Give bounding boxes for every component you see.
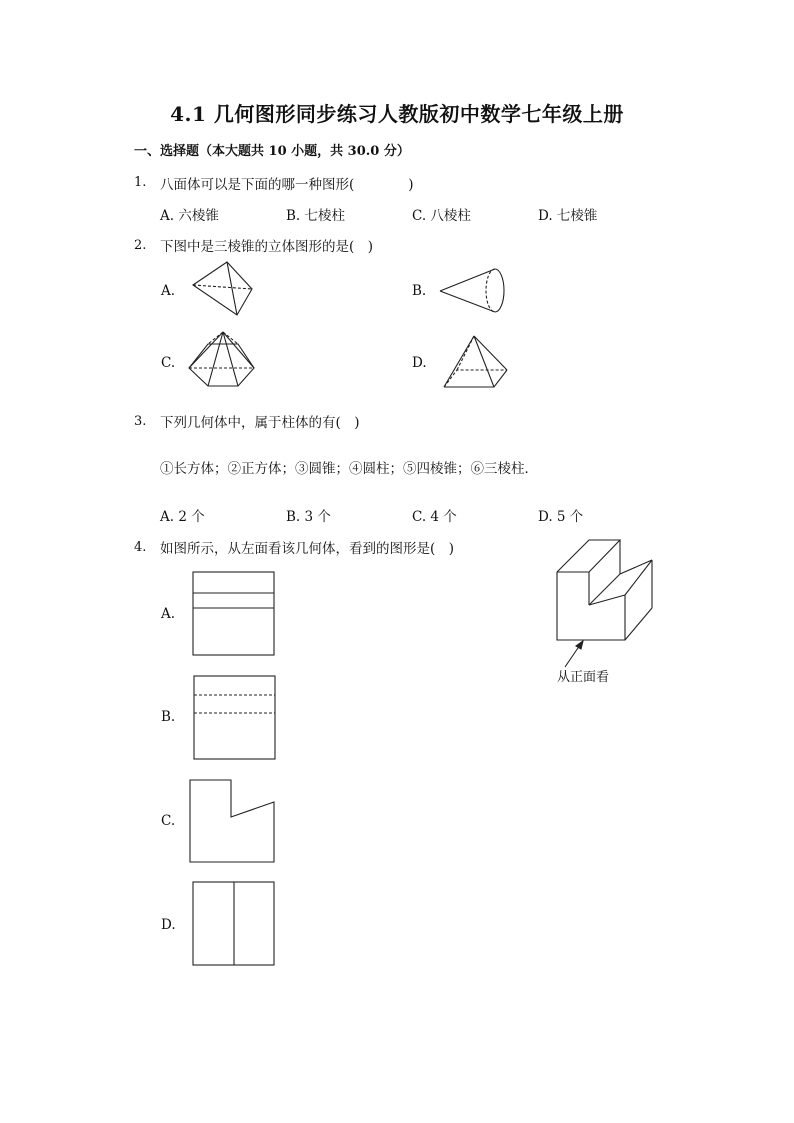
question-3-option-a[interactable]: A. 2 个 <box>160 509 205 525</box>
question-2-label-c[interactable]: C. <box>161 355 176 371</box>
question-1-option-d[interactable]: D. 七棱锥 <box>538 208 598 224</box>
question-3-option-d[interactable]: D. 5 个 <box>538 509 584 525</box>
question-2-label-d[interactable]: D. <box>412 355 427 371</box>
question-2-number: 2. <box>134 238 147 253</box>
question-4-text: 如图所示，从左面看该几何体，看到的图形是( ) <box>160 541 455 557</box>
question-4-label-d[interactable]: D. <box>161 917 176 933</box>
triangular-pyramid-figure <box>190 260 260 320</box>
option-b-view-figure <box>193 675 277 761</box>
square-pyramid-figure <box>441 334 511 392</box>
cone-figure <box>437 266 509 314</box>
option-c-view-figure <box>189 779 277 865</box>
option-a-view-figure <box>192 571 276 657</box>
question-2-label-a[interactable]: A. <box>161 283 176 299</box>
figure-caption: 从正面看 <box>557 670 610 685</box>
question-1-number: 1. <box>134 175 147 190</box>
question-1-text: 八面体可以是下面的哪一种图形( ) <box>160 177 414 193</box>
solid-figure <box>555 538 657 640</box>
question-4-number: 4. <box>134 540 147 555</box>
question-4-label-b[interactable]: B. <box>161 709 176 725</box>
option-d-view-figure <box>192 881 276 967</box>
section-heading: 一、选择题（本大题共 10 小题，共 30.0 分） <box>134 144 410 159</box>
question-3-items: ①长方体；②正方体；③圆锥；④圆柱；⑤四棱锥；⑥三棱柱． <box>160 461 538 477</box>
question-2-text: 下图中是三棱锥的立体图形的是( ) <box>160 239 374 255</box>
pentagonal-pyramid-figure <box>186 330 260 390</box>
question-3-option-c[interactable]: C. 4 个 <box>412 509 457 525</box>
question-4-label-c[interactable]: C. <box>161 813 176 829</box>
question-3-text: 下列几何体中，属于柱体的有( ) <box>160 415 360 431</box>
question-1-option-a[interactable]: A. 六棱锥 <box>160 208 219 224</box>
question-1-option-b[interactable]: B. 七棱柱 <box>286 208 346 224</box>
page-title: 4.1 几何图形同步练习人教版初中数学七年级上册 <box>170 102 624 126</box>
question-2-label-b[interactable]: B. <box>412 283 427 299</box>
question-3-option-b[interactable]: B. 3 个 <box>286 509 331 525</box>
question-3-number: 3. <box>134 414 147 429</box>
question-1-option-c[interactable]: C. 八棱柱 <box>412 208 471 224</box>
question-4-label-a[interactable]: A. <box>161 606 176 622</box>
